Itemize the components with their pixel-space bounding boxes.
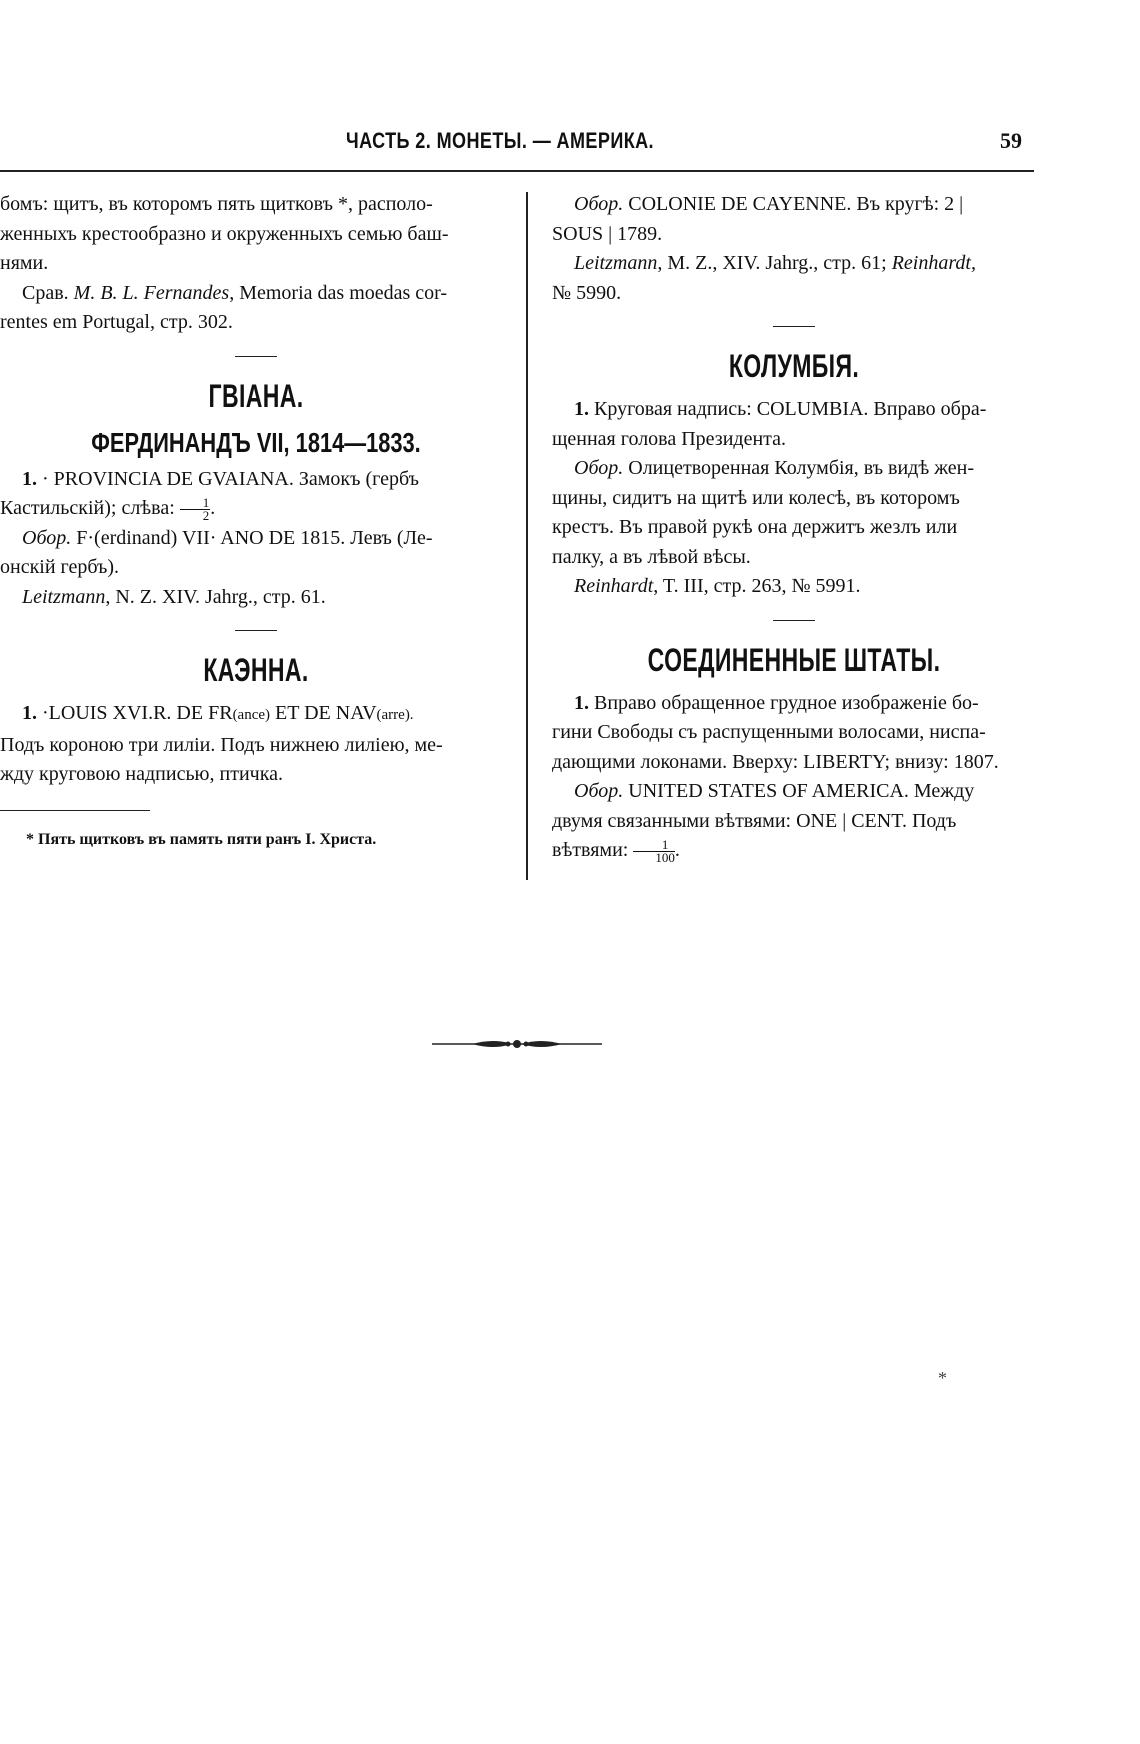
ref-text: , M. Z., XIV. Jahrg., стр. 61; [657, 252, 892, 274]
text-line: Подъ короною три лиліи. Подъ нижнею лиліею, ме- [0, 733, 443, 756]
stray-asterisk: * [938, 1368, 947, 1388]
ref-text: rentes em Portugal, стр. 302. [0, 311, 233, 333]
text-line: дающими локонами. Вверху: LIBERTY; внизу: 1807. [552, 750, 999, 773]
obverse-label: Обор. [22, 526, 72, 549]
text-line: COLONIE DE CAYENNE. Въ кругѣ: 2 | [628, 193, 964, 215]
left-column [0, 190, 512, 854]
colombia-item [552, 395, 1036, 454]
fraction-denominator: 2 [202, 507, 210, 523]
section-divider [235, 356, 277, 357]
text-line: ·LOUIS XVI.R. DE FR [42, 702, 233, 724]
text-line: гини Свободы съ распущенными волосами, ниспа- [552, 721, 986, 743]
ruler-heading: ФЕРДИНАНДЪ VII, 1814—1833. [91, 426, 421, 458]
reference-fernandes [0, 279, 512, 338]
cayenne-reference [552, 249, 1036, 308]
obverse-label: Обор. [574, 457, 624, 479]
section-title-cayenne: КАЭННА. [203, 652, 309, 688]
ref-author: Reinhardt [574, 575, 654, 597]
text-line: Олицетворенная Колумбія, въ видѣ жен- [628, 457, 975, 479]
usa-item [552, 689, 1036, 778]
ref-author: Leitzmann [574, 252, 658, 274]
text-line: ET DE NAV [270, 702, 377, 724]
ref-author: Leitzmann [22, 585, 106, 608]
footnote-rule [0, 810, 150, 811]
fraction-numerator: 1 [180, 497, 211, 510]
item-number: 1. [22, 702, 37, 724]
fraction-one-hundredth [633, 836, 675, 865]
obverse-label: Обор. [574, 193, 624, 215]
intro-paragraph [0, 190, 512, 279]
section-divider [773, 326, 815, 327]
text-line: (ance) [232, 707, 271, 723]
text-line: SOUS | 1789. [552, 222, 663, 245]
text-line: щенная голова Президента. [552, 427, 787, 450]
guiana-item [0, 465, 512, 524]
right-column [552, 190, 1036, 866]
ref-text: № 5990. [552, 281, 622, 304]
text-line: крестъ. Въ правой рукѣ она держитъ жезлъ или [552, 516, 958, 538]
tailpiece-ornament-icon [432, 1036, 602, 1052]
section-title-colombia: КОЛУМБІЯ. [728, 348, 860, 384]
text-line: · PROVINCIA DE GVAIANA. Замокъ (гербъ [42, 467, 419, 490]
column-divider [526, 192, 528, 880]
section-title-usa: СОЕДИНЕННЫЕ ШТАТЫ. [647, 641, 941, 678]
colombia-reference [552, 572, 1036, 602]
section-title-guiana: ГВІАНА. [208, 377, 304, 414]
text-line: палку, а въ лѣвой вѣсы. [552, 545, 751, 568]
cayenne-obverse [552, 190, 1036, 249]
section-divider [773, 620, 815, 621]
text-line: . [210, 497, 216, 519]
text-line: вѣтвями: [552, 839, 629, 861]
text-line: F·(erdinand) VII· ANO DE 1815. Левъ (Ле- [76, 526, 433, 549]
section-divider [235, 630, 277, 631]
colombia-obverse [552, 454, 1036, 572]
cayenne-item [0, 699, 512, 790]
footnote: * Пять щитковъ въ память пяти ранъ I. Христа. [26, 830, 377, 848]
fraction-numerator: 1 [633, 839, 675, 852]
text-line: жду круговою надписью, птичка. [0, 763, 283, 785]
ref-text: , Memoria das moedas cor- [229, 281, 448, 304]
text-line: двумя связанными вѣтвями: ONE | CENT. Подъ [552, 809, 957, 832]
text-line: Вправо обращенное грудное изображеніе бо- [594, 691, 979, 714]
text-line: бомъ: щитъ, въ которомъ пять щитковъ *, располо- [0, 193, 433, 215]
ref-text: , N. Z. XIV. Jahrg., стр. 61. [105, 585, 326, 608]
ref-author: M. B. L. Fernandes [73, 281, 230, 304]
text-line: Круговая надпись: COLUMBIA. Вправо обра- [594, 398, 987, 420]
usa-obverse [552, 777, 1036, 866]
fraction-half [180, 494, 211, 523]
ref-prefix: Срав. [22, 281, 69, 304]
text-line: UNITED STATES OF AMERICA. Между [628, 780, 975, 802]
ref-text: , T. III, стр. 263, № 5991. [653, 575, 861, 597]
item-number: 1. [574, 691, 589, 714]
text-line: онскій гербъ). [0, 556, 120, 578]
text-line: Кастильскій); слѣва: [0, 497, 175, 519]
ref-author: Reinhardt, [891, 252, 976, 274]
text-line: нями. [0, 252, 49, 274]
text-line: (arre). [376, 707, 414, 723]
text-line: щины, сидитъ на щитѣ или колесѣ, въ которомъ [552, 486, 960, 509]
guiana-obverse [0, 524, 512, 583]
running-header [0, 128, 1036, 168]
obverse-label: Обор. [574, 780, 624, 802]
header-title: ЧАСТЬ 2. МОНЕТЫ. — АМЕРИКА. [346, 128, 654, 153]
fraction-denominator: 100 [655, 849, 675, 865]
text-line: . [674, 839, 680, 861]
page-number: 59 [1000, 128, 1022, 153]
text-line: женныхъ крестообразно и окруженныхъ семью баш- [0, 222, 449, 245]
item-number: 1. [574, 398, 589, 420]
item-number: 1. [22, 467, 37, 490]
guiana-reference [0, 583, 512, 613]
header-rule [0, 170, 1034, 172]
